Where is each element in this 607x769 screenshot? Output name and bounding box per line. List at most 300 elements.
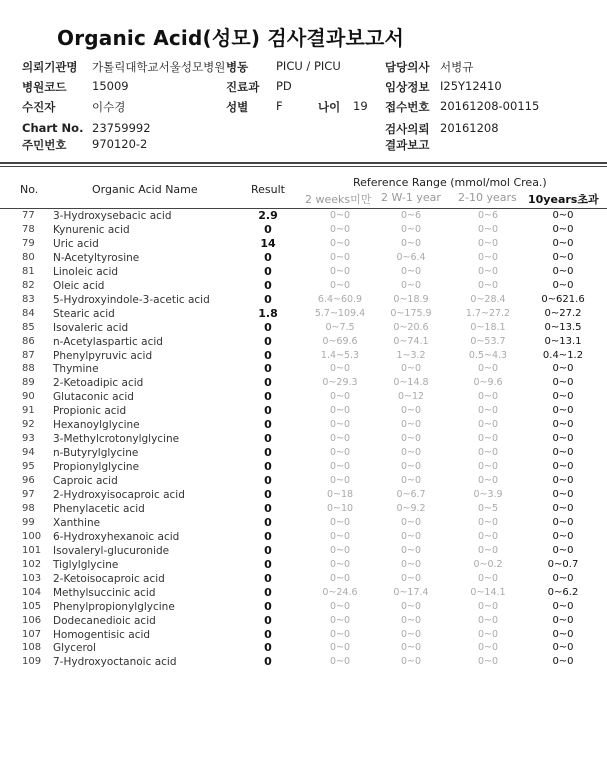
table-row [0, 530, 607, 544]
acid-name: 5-Hydroxyindole-3-acetic acid [53, 293, 210, 306]
ref-2-10-years: 0.5~4.3 [468, 349, 508, 361]
ref-under-2-weeks: 6.4~60.9 [317, 293, 363, 305]
acid-name: Phenylpyruvic acid [53, 349, 153, 362]
ref-2-10-years: 0~0 [477, 251, 499, 263]
row-number: 92 [22, 419, 35, 431]
ref-over-10-years: 0~0 [552, 251, 574, 263]
acid-name: Methylsuccinic acid [53, 586, 156, 599]
ref-over-10-years: 0~0 [552, 628, 574, 640]
ref-2w-1-year: 0~0 [400, 558, 422, 570]
ref-2-10-years: 0~0 [477, 642, 499, 654]
ref-under-2-weeks: 0~0 [329, 544, 351, 556]
table-row [0, 251, 607, 265]
ref-under-2-weeks: 0~0 [329, 237, 351, 249]
id-label: 주민번호 [22, 138, 67, 152]
ref-over-10-years: 0~0 [552, 572, 574, 584]
ref-2-10-years: 0~0 [477, 391, 499, 403]
result-value: 0 [264, 432, 272, 446]
ref-under-2-weeks: 0~0 [329, 558, 351, 570]
ref-sub-header-4: 10years초과 [528, 193, 599, 206]
table-top-rule [0, 162, 607, 164]
table-row [0, 432, 607, 446]
result-value: 0 [264, 418, 272, 432]
ref-over-10-years: 0~0 [552, 475, 574, 487]
col-result-header: Result [251, 183, 285, 196]
result-value: 0 [264, 278, 272, 292]
ref-2-10-years: 1.7~27.2 [465, 307, 511, 319]
ward-label: 병동 [226, 60, 249, 74]
row-number: 103 [22, 572, 42, 584]
ref-2-10-years: 0~0 [477, 419, 499, 431]
ref-2w-1-year: 0~0 [400, 544, 422, 556]
ref-under-2-weeks: 0~0 [329, 419, 351, 431]
result-value: 0 [264, 250, 272, 264]
clinical-info-value: I25Y12410 [440, 79, 502, 93]
acid-name: Propionylglycine [53, 461, 140, 474]
ref-over-10-years: 0~0 [552, 544, 574, 556]
result-value: 0 [264, 474, 272, 488]
ref-2w-1-year: 0~74.1 [393, 335, 429, 347]
table-row [0, 404, 607, 418]
result-value: 0 [264, 557, 272, 571]
row-number: 99 [22, 516, 35, 528]
ref-under-2-weeks: 0~0 [329, 572, 351, 584]
acid-name: n-Butyrylglycine [53, 447, 139, 460]
ref-under-2-weeks: 0~24.6 [322, 586, 358, 598]
acid-name: Caproic acid [53, 475, 118, 488]
row-number: 93 [22, 433, 35, 445]
ref-under-2-weeks: 0~0 [329, 405, 351, 417]
ref-2-10-years: 0~0.2 [473, 558, 503, 570]
row-number: 106 [22, 614, 42, 626]
row-number: 96 [22, 475, 35, 487]
ref-sub-header-2: 2 W-1 year [381, 191, 441, 204]
ref-over-10-years: 0~0 [552, 265, 574, 277]
ref-under-2-weeks: 0~0 [329, 516, 351, 528]
result-value: 0 [264, 460, 272, 474]
ref-2w-1-year: 0~0 [400, 447, 422, 459]
table-row [0, 321, 607, 335]
ref-under-2-weeks: 0~69.6 [322, 335, 358, 347]
result-value: 0 [264, 627, 272, 641]
result-value: 2.9 [258, 209, 278, 222]
age-value: 19 [353, 99, 368, 113]
col-reference-header: Reference Range (mmol/mol Crea.) [353, 176, 547, 189]
row-number: 90 [22, 391, 35, 403]
ward-value: PICU / PICU [276, 59, 341, 73]
table-row [0, 223, 607, 237]
ref-2-10-years: 0~0 [477, 265, 499, 277]
acid-name: Propionic acid [53, 405, 127, 418]
ref-under-2-weeks: 0~0 [329, 656, 351, 668]
acid-name: 2-Hydroxyisocaproic acid [53, 489, 185, 501]
acid-name: Glutaconic acid [53, 391, 134, 404]
result-value: 0 [264, 446, 272, 460]
col-name-header: Organic Acid Name [92, 183, 198, 196]
table-row [0, 614, 607, 628]
ref-over-10-years: 0~0 [552, 237, 574, 249]
ref-2w-1-year: 0~6 [400, 210, 422, 221]
ref-2w-1-year: 0~20.6 [393, 321, 429, 333]
ref-2w-1-year: 0~0 [400, 656, 422, 668]
ref-2-10-years: 0~0 [477, 405, 499, 417]
doctor-value: 서병규 [440, 60, 474, 74]
acid-name: Kynurenic acid [53, 223, 130, 236]
ref-over-10-years: 0~0 [552, 656, 574, 668]
result-value: 0 [264, 320, 272, 334]
result-value: 0 [264, 334, 272, 348]
row-number: 108 [22, 642, 42, 654]
ref-under-2-weeks: 0~18 [326, 489, 354, 500]
table-row [0, 265, 607, 279]
row-number: 84 [22, 307, 35, 319]
result-value: 14 [260, 236, 276, 250]
result-value: 0 [264, 404, 272, 418]
request-label: 검사의뢰 [385, 122, 430, 136]
acid-name: Phenylpropionylglycine [53, 600, 175, 613]
acid-name: Isovaleryl-glucuronide [53, 544, 170, 557]
ref-2w-1-year: 0~0 [400, 363, 422, 375]
ref-2w-1-year: 0~9.2 [396, 502, 426, 514]
patient-label: 수진자 [22, 100, 56, 114]
institution-value: 가톨릭대학교서울성모병원 [92, 60, 226, 74]
acid-name: 3-Hydroxysebacic acid [53, 210, 172, 222]
ref-under-2-weeks: 0~0 [329, 614, 351, 626]
table-row [0, 390, 607, 404]
result-value: 0 [264, 613, 272, 627]
ref-over-10-years: 0~27.2 [544, 307, 582, 319]
ref-under-2-weeks: 0~0 [329, 279, 351, 291]
table-row [0, 558, 607, 572]
ref-under-2-weeks: 5.7~109.4 [314, 307, 366, 319]
ref-over-10-years: 0~0 [552, 405, 574, 417]
ref-2-10-years: 0~28.4 [470, 293, 506, 305]
row-number: 91 [22, 405, 35, 417]
ref-under-2-weeks: 0~10 [326, 502, 354, 514]
ref-sub-header-3: 2-10 years [458, 191, 517, 204]
ref-over-10-years: 0~0 [552, 447, 574, 459]
table-row [0, 488, 607, 502]
ref-2w-1-year: 0~0 [400, 600, 422, 612]
row-number: 88 [22, 363, 35, 375]
table-row [0, 376, 607, 390]
row-number: 98 [22, 502, 35, 514]
ref-2w-1-year: 0~0 [400, 265, 422, 277]
ref-2-10-years: 0~9.6 [473, 377, 503, 389]
row-number: 107 [22, 628, 42, 640]
ref-2w-1-year: 1~3.2 [396, 349, 426, 361]
acid-name: Hexanoylglycine [53, 419, 140, 432]
table-row [0, 586, 607, 600]
acid-name: Glycerol [53, 642, 96, 655]
row-number: 80 [22, 251, 35, 263]
result-value: 1.8 [258, 306, 278, 320]
ref-2-10-years: 0~5 [477, 502, 499, 514]
ref-2-10-years: 0~0 [477, 237, 499, 249]
ref-2-10-years: 0~0 [477, 223, 499, 235]
ref-2-10-years: 0~0 [477, 544, 499, 556]
ref-2-10-years: 0~0 [477, 279, 499, 291]
ref-over-10-years: 0~13.1 [544, 335, 582, 347]
age-label: 나이 [318, 100, 341, 114]
ref-over-10-years: 0~0 [552, 642, 574, 654]
result-value: 0 [264, 488, 272, 501]
ref-under-2-weeks: 0~7.5 [325, 321, 355, 333]
table-row [0, 362, 607, 376]
ref-over-10-years: 0~0 [552, 489, 574, 500]
row-number: 85 [22, 321, 35, 333]
acid-name: n-Acetylaspartic acid [53, 335, 163, 348]
ref-2w-1-year: 0~0 [400, 572, 422, 584]
row-number: 95 [22, 461, 35, 473]
result-value: 0 [264, 655, 272, 669]
table-row [0, 237, 607, 251]
acid-name: Thymine [53, 363, 99, 376]
result-value: 0 [264, 376, 272, 390]
request-value: 20161208 [440, 121, 499, 135]
ref-2-10-years: 0~53.7 [470, 335, 506, 347]
ref-2w-1-year: 0~175.9 [390, 307, 432, 319]
acid-name: 2-Ketoadipic acid [53, 377, 144, 390]
ref-2-10-years: 0~0 [477, 600, 499, 612]
ref-over-10-years: 0~0.7 [547, 558, 579, 570]
row-number: 97 [22, 489, 35, 500]
ref-under-2-weeks: 0~0 [329, 461, 351, 473]
department-label: 진료과 [226, 80, 260, 94]
row-number: 86 [22, 335, 35, 347]
ref-2-10-years: 0~0 [477, 656, 499, 668]
ref-over-10-years: 0~0 [552, 210, 574, 221]
acid-name: 2-Ketoisocaproic acid [53, 572, 165, 585]
ref-2-10-years: 0~14.1 [470, 586, 506, 598]
acid-name: N-Acetyltyrosine [53, 251, 140, 264]
table-row [0, 293, 607, 307]
table-row [0, 628, 607, 642]
result-value: 0 [264, 501, 272, 515]
ref-over-10-years: 0~0 [552, 433, 574, 445]
table-top-rule-thin [0, 166, 607, 167]
ref-under-2-weeks: 0~0 [329, 251, 351, 263]
row-number: 100 [22, 530, 42, 542]
table-row [0, 516, 607, 530]
ref-2-10-years: 0~0 [477, 363, 499, 375]
acid-name: Isovaleric acid [53, 321, 129, 334]
ref-2w-1-year: 0~12 [397, 391, 425, 403]
ref-under-2-weeks: 0~0 [329, 600, 351, 612]
ref-2w-1-year: 0~0 [400, 516, 422, 528]
ref-over-10-years: 0~0 [552, 502, 574, 514]
ref-2w-1-year: 0~0 [400, 628, 422, 640]
ref-over-10-years: 0~0 [552, 530, 574, 542]
ref-2-10-years: 0~0 [477, 628, 499, 640]
row-number: 79 [22, 237, 35, 249]
table-row [0, 544, 607, 558]
table-row [0, 572, 607, 586]
ref-2w-1-year: 0~0 [400, 614, 422, 626]
receipt-label: 접수번호 [385, 100, 430, 114]
doctor-label: 담당의사 [385, 60, 430, 74]
ref-over-10-years: 0.4~1.2 [542, 349, 584, 361]
ref-2-10-years: 0~0 [477, 530, 499, 542]
ref-under-2-weeks: 0~0 [329, 391, 351, 403]
result-value: 0 [264, 571, 272, 585]
chart-value: 23759992 [92, 121, 151, 135]
ref-2w-1-year: 0~18.9 [393, 293, 429, 305]
result-value: 0 [264, 222, 272, 236]
ref-2w-1-year: 0~17.4 [393, 586, 429, 598]
row-number: 89 [22, 377, 35, 389]
id-value: 970120-2 [92, 137, 148, 151]
ref-2w-1-year: 0~0 [400, 530, 422, 542]
ref-sub-header-1: 2 weeks미만 [305, 193, 372, 206]
ref-2w-1-year: 0~14.8 [393, 377, 429, 389]
ref-under-2-weeks: 0~0 [329, 642, 351, 654]
result-value: 0 [264, 362, 272, 376]
ref-2w-1-year: 0~0 [400, 461, 422, 473]
table-row [0, 460, 607, 474]
table-row [0, 446, 607, 460]
table-row [0, 474, 607, 488]
ref-2w-1-year: 0~0 [400, 279, 422, 291]
table-row [0, 335, 607, 349]
table-row [0, 279, 607, 293]
col-no-header: No. [20, 183, 39, 196]
ref-under-2-weeks: 0~0 [329, 628, 351, 640]
result-value: 0 [264, 543, 272, 557]
ref-under-2-weeks: 1.4~5.3 [320, 349, 360, 361]
ref-2w-1-year: 0~0 [400, 405, 422, 417]
report-title: Organic Acid(성모) 검사결과보고서 [57, 26, 405, 50]
ref-over-10-years: 0~0 [552, 600, 574, 612]
result-value: 0 [264, 585, 272, 599]
table-row [0, 641, 607, 655]
result-value: 0 [264, 264, 272, 278]
ref-2w-1-year: 0~6.4 [396, 251, 426, 263]
ref-2-10-years: 0~18.1 [470, 321, 506, 333]
acid-name: Linoleic acid [53, 265, 119, 278]
row-number: 83 [22, 293, 35, 305]
ref-under-2-weeks: 0~29.3 [322, 377, 358, 389]
ref-under-2-weeks: 0~0 [329, 433, 351, 445]
ref-over-10-years: 0~0 [552, 279, 574, 291]
patient-value: 이수경 [92, 100, 126, 114]
ref-over-10-years: 0~13.5 [544, 321, 582, 333]
ref-under-2-weeks: 0~0 [329, 210, 351, 221]
hospital-code-label: 병원코드 [22, 80, 67, 94]
ref-2-10-years: 0~0 [477, 447, 499, 459]
table-row [0, 209, 607, 223]
chart-label: Chart No. [22, 121, 84, 135]
ref-2-10-years: 0~0 [477, 461, 499, 473]
ref-2-10-years: 0~0 [477, 475, 499, 487]
row-number: 77 [22, 210, 35, 221]
row-number: 78 [22, 223, 35, 235]
row-number: 104 [22, 586, 42, 598]
acid-name: 6-Hydroxyhexanoic acid [53, 530, 180, 543]
sex-label: 성별 [226, 100, 249, 114]
ref-under-2-weeks: 0~0 [329, 363, 351, 375]
row-number: 82 [22, 279, 35, 291]
ref-2-10-years: 0~3.9 [473, 489, 503, 500]
ref-under-2-weeks: 0~0 [329, 223, 351, 235]
row-number: 109 [22, 656, 42, 668]
table-row [0, 418, 607, 432]
acid-name: Stearic acid [53, 307, 115, 320]
result-value: 0 [264, 390, 272, 404]
receipt-value: 20161208-00115 [440, 99, 540, 113]
row-number: 81 [22, 265, 35, 277]
ref-over-10-years: 0~0 [552, 391, 574, 403]
acid-name: Phenylacetic acid [53, 502, 145, 515]
table-row [0, 502, 607, 516]
ref-2w-1-year: 0~0 [400, 223, 422, 235]
acid-name: Uric acid [53, 237, 99, 250]
acid-name: Homogentisic acid [53, 628, 151, 641]
ref-over-10-years: 0~0 [552, 614, 574, 626]
ref-under-2-weeks: 0~0 [329, 265, 351, 277]
result-value: 0 [264, 599, 272, 613]
ref-2w-1-year: 0~0 [400, 475, 422, 487]
ref-under-2-weeks: 0~0 [329, 447, 351, 459]
ref-2w-1-year: 0~0 [400, 237, 422, 249]
acid-name: Xanthine [53, 516, 101, 529]
acid-name: Dodecanedioic acid [53, 614, 156, 627]
row-number: 101 [22, 544, 42, 556]
acid-name: Oleic acid [53, 279, 105, 292]
institution-label: 의뢰기관명 [22, 60, 78, 74]
sex-value: F [276, 99, 283, 113]
ref-over-10-years: 0~0 [552, 516, 574, 528]
ref-2-10-years: 0~0 [477, 614, 499, 626]
result-value: 0 [264, 292, 272, 306]
acid-name: 3-Methylcrotonylglycine [53, 433, 180, 446]
ref-under-2-weeks: 0~0 [329, 475, 351, 487]
ref-2-10-years: 0~6 [477, 210, 499, 221]
ref-2-10-years: 0~0 [477, 433, 499, 445]
acid-name: 7-Hydroxyoctanoic acid [53, 656, 177, 669]
ref-2w-1-year: 0~0 [400, 433, 422, 445]
table-row [0, 655, 607, 669]
ref-over-10-years: 0~621.6 [541, 293, 585, 305]
hospital-code-value: 15009 [92, 79, 129, 93]
acid-name: Tiglylglycine [53, 558, 119, 571]
result-value: 0 [264, 529, 272, 543]
ref-2w-1-year: 0~0 [400, 642, 422, 654]
row-number: 94 [22, 447, 35, 459]
clinical-info-label: 임상정보 [385, 80, 430, 94]
result-value: 0 [264, 641, 272, 655]
table-row [0, 307, 607, 321]
ref-over-10-years: 0~0 [552, 419, 574, 431]
ref-under-2-weeks: 0~0 [329, 530, 351, 542]
row-number: 105 [22, 600, 42, 612]
ref-over-10-years: 0~6.2 [547, 586, 579, 598]
ref-2w-1-year: 0~6.7 [396, 489, 426, 500]
department-value: PD [276, 79, 292, 93]
ref-over-10-years: 0~0 [552, 461, 574, 473]
ref-over-10-years: 0~0 [552, 377, 574, 389]
ref-2-10-years: 0~0 [477, 516, 499, 528]
report-date-label: 결과보고 [385, 138, 430, 152]
result-value: 0 [264, 515, 272, 529]
ref-over-10-years: 0~0 [552, 363, 574, 375]
table-row [0, 600, 607, 614]
result-value: 0 [264, 348, 272, 362]
row-number: 87 [22, 349, 35, 361]
row-number: 102 [22, 558, 42, 570]
table-row [0, 349, 607, 363]
ref-over-10-years: 0~0 [552, 223, 574, 235]
